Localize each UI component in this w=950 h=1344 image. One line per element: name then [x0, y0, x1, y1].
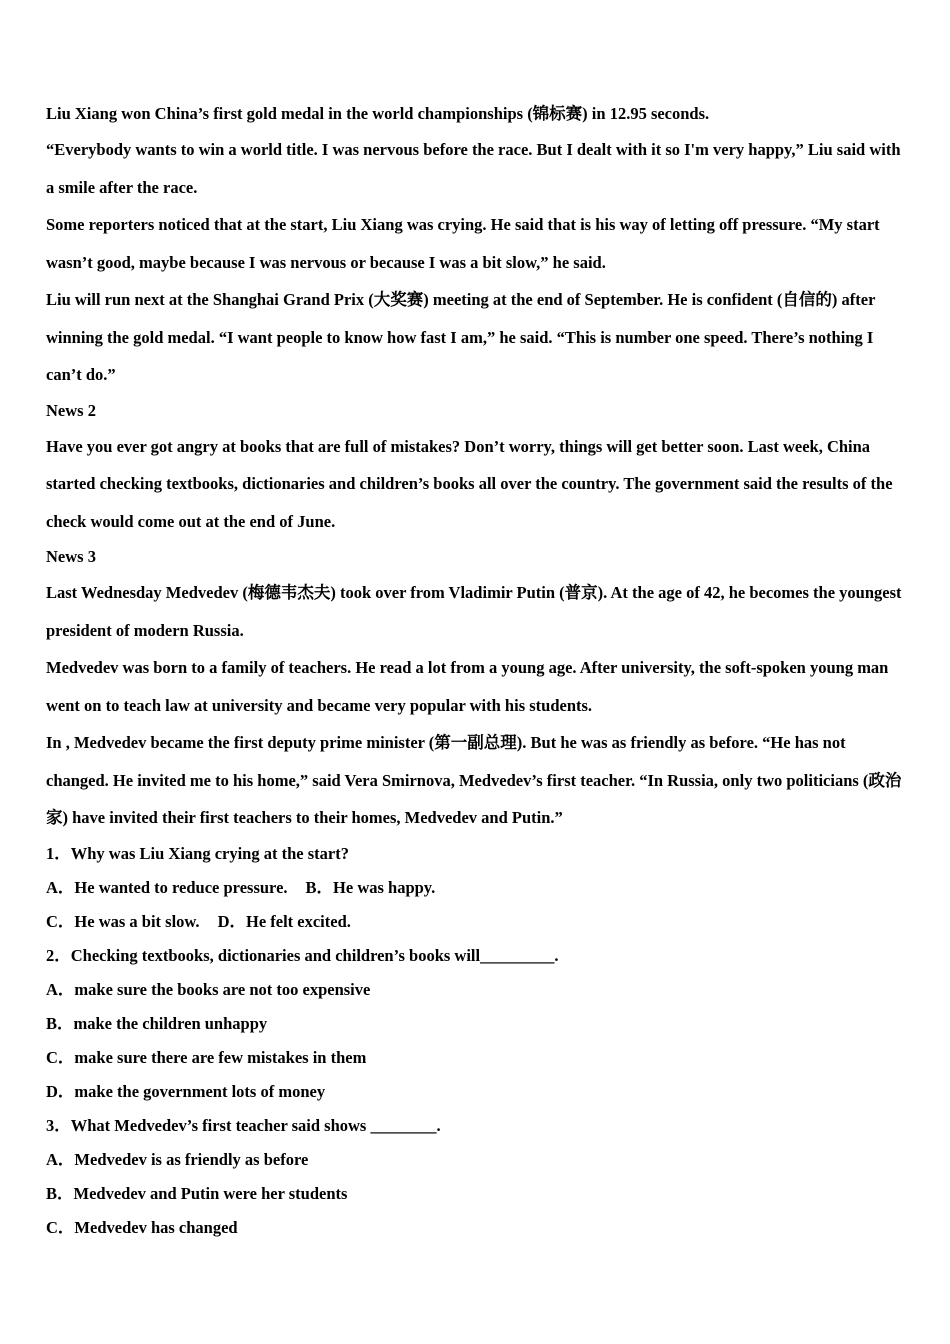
question-1-option-b: B．He was happy. [305, 877, 436, 897]
question-2-option-b: B．make the children unhappy [46, 1013, 268, 1033]
news1-paragraph-4: Liu will run next at the Shanghai Grand Prix (大奖赛) meeting at the end of September. He is confident (自信的) after winning the gold medal. “I want people to know how fast I am,” he said. “This is number one speed. There’s nothing I can’t do.” [46, 290, 876, 384]
news1-paragraph-1: Liu Xiang won China’s first gold medal in the world championships (锦标赛) in 12.95 seconds. [46, 104, 710, 123]
question-1-options-row-2 [46, 905, 906, 939]
news1-paragraph-2: “Everybody wants to win a world title. I was nervous before the race. But I dealt with it so I'm very happy,” Liu said with a smile after the race. [46, 140, 901, 197]
question-3-stem: 3．What Medvedev’s first teacher said shows ________. [46, 1115, 441, 1135]
question-2-option-a: A．make sure the books are not too expensive [46, 979, 371, 999]
news2-heading: News 2 [46, 400, 96, 420]
question-3-option-b: B．Medvedev and Putin were her students [46, 1183, 348, 1203]
document-page [46, 97, 906, 1245]
question-3-option-a: A．Medvedev is as friendly as before [46, 1149, 309, 1169]
news2-paragraph-1: Have you ever got angry at books that are full of mistakes? Don’t worry, things will get better soon. Last week, China started checking textbooks, dictionaries and children’s books all over the country. The government said the results of the check would come out at the end of June. [46, 436, 893, 531]
question-1-options-row-1 [46, 871, 906, 905]
news3-paragraph-2: Medvedev was born to a family of teachers. He read a lot from a young age. After university, the soft-spoken young man went on to teach law at university and became very popular with his students. [46, 658, 889, 715]
question-1-option-d: D．He felt excited. [217, 911, 351, 931]
news3-paragraph-3: In , Medvedev became the first deputy prime minister (第一副总理). But he was as friendly as before. “He has not changed. He invited me to his home,” said Vera Smirnova, Medvedev’s first teacher. “In Russia, only two politicians (政治家) have invited their first teachers to their homes, Medvedev and Putin.” [46, 733, 902, 827]
question-1-stem: 1．Why was Liu Xiang crying at the start? [46, 843, 349, 863]
question-2-option-d: D．make the government lots of money [46, 1081, 326, 1101]
news3-heading: News 3 [46, 547, 96, 566]
question-2-stem: 2．Checking textbooks, dictionaries and children’s books will_________. [46, 945, 559, 965]
question-2-option-c: C．make sure there are few mistakes in them [46, 1047, 367, 1067]
question-3-option-c: C．Medvedev has changed [46, 1217, 238, 1237]
news1-paragraph-3: Some reporters noticed that at the start, Liu Xiang was crying. He said that is his way of letting off pressure. “My start wasn’t good, maybe because I was nervous or because I was a bit slow,” he said. [46, 215, 880, 272]
question-1-option-a: A．He wanted to reduce pressure. [46, 877, 288, 897]
news3-paragraph-1: Last Wednesday Medvedev (梅德韦杰夫) took over from Vladimir Putin (普京). At the age of 42, he becomes the youngest president of modern Russia. [46, 583, 902, 640]
question-1-option-c: C．He was a bit slow. [46, 911, 200, 931]
